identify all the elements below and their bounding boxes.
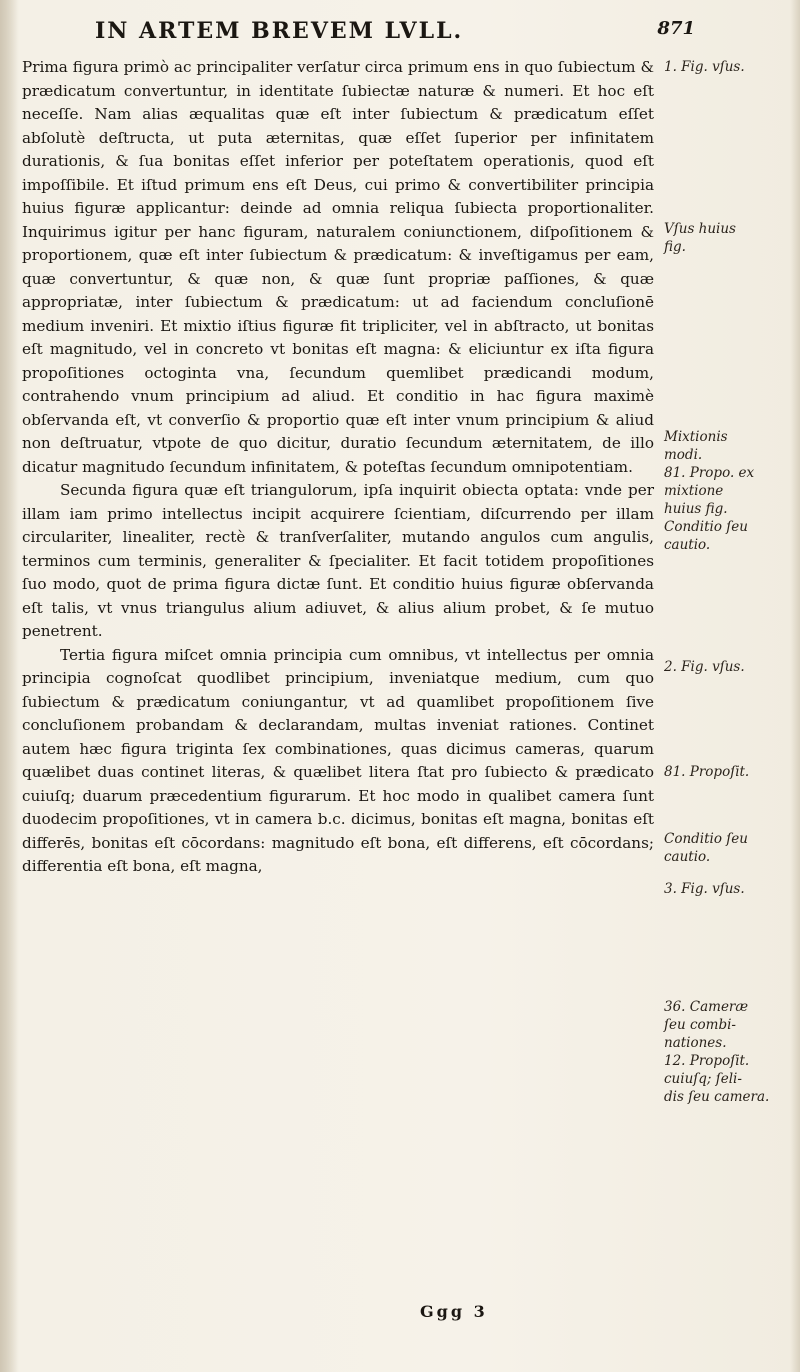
margin-note: Conditio ſeu cautio. [664, 831, 748, 865]
margin-note: 1. Fig. vſus. [664, 59, 745, 75]
paragraph-first-figure: Prima figura primò ac principaliter verſatur circa primum ens in quo ſubiectum & prædicatum convertuntur, in identitate ſubiectæ naturæ & numeri. Et hoc eſt neceſſe. Nam alias æqualitas quæ eſt inter ſubiectum & prædicatum eſſet abſolutè deſtructa, ut puta æternitas, quæ eſſet ſuperior per infinitatem durationis, & ſua bonitas eſſet inferior per poteſtatem operationis, quod eſt impoſſibile. Et iſtud primum ens eſt Deus, cui primo & convertibiliter principia huius figuræ applicantur: deinde ad omnia reliqua ſubiecta proportionaliter. Inquirimus igitur per hanc figuram, naturalem coniunctionem, diſpoſitionem & proportionem, quæ eſt inter ſubiectum & prædicatum: & inveſtigamus per eam, quæ convertuntur, & quæ non, & quæ ſunt propriæ paſſiones, & quæ appropriatæ, inter ſubiectum & prædicatum: ut ad faciendum concluſionē medium inveniri. Et mixtio iſtius figuræ fit tripliciter, vel in abſtracto, ut bonitas eſt magnitudo, vel in concreto vt bonitas eſt magna: & eliciuntur ex iſta figura propoſitiones octoginta vna, ſecundum quemlibet prædicandi modum, contrahendo vnum principium ad aliud. Et conditio in hac figura maximè obſervanda eſt, vt converſio & proportio quæ eſt inter vnum principium & aliud non deſtruatur, vtpote de quo dicitur, duratio ſecundum æternitatem, de illo dicatur magnitudo ſecundum infinitatem, & poteſtas ſecundum omnipotentiam. [22, 58, 654, 476]
paragraph-second-figure: Secunda figura quæ eſt triangulorum, ipſa inquirit obiecta optata: vnde per illam iam primo intellectus incipit acquirere ſcientiam, diſcurrendo per illam circulariter, linealiter, rectè & tranſverſaliter, mutando angulos cum angulis, terminos cum terminis, generaliter & ſpecialiter. Et facit totidem propoſitiones ſuo modo, quot de prima figura dictæ ſunt. Et conditio huius figuræ obſervanda eſt talis, vt vnus triangulus alium adiuvet, & alius alium probet, & ſe mutuo penetrent. [22, 481, 654, 640]
margin-note: Mixtionis modi. 81. Propo. ex mixtione huius fig. Conditio ſeu cautio. [664, 429, 755, 553]
margin-note: 81. Propoſit. [664, 764, 750, 780]
margin-note: 2. Fig. vſus. [664, 659, 745, 675]
margin-note: Vſus huius fig. [664, 221, 736, 255]
main-text [22, 56, 654, 879]
binding-shadow [0, 0, 18, 1372]
margin-note: 36. Cameræ ſeu combi- nationes. 12. Propoſit. cuiuſq; ſeli- dis ſeu camera. [664, 999, 770, 1105]
signature-mark: Ggg 3 [420, 1302, 488, 1321]
page-number: 871 [657, 18, 695, 39]
running-head [95, 18, 695, 48]
margin-note: 3. Fig. vſus. [664, 881, 745, 897]
paragraph-third-figure: Tertia figura miſcet omnia principia cum omnibus, vt intellectus per omnia principia cognoſcat quodlibet principium, inveniatque medium, cum quo ſubiectum & prædicatum coniungantur, vt ad quamlibet propoſitionem ſive concluſionem probandam & declarandam, multas inveniat rationes. Continet autem hæc figura triginta ſex combinationes, quas dicimus cameras, quarum quælibet duas continet literas, & quælibet litera ſtat pro ſubiecto & prædicato cuiuſq; duarum præcedentium figurarum. Et hoc modo in qualibet camera ſunt duodecim propoſitiones, vt in camera b.c. dicimus, bonitas eſt magna, bonitas eſt differēs, bonitas eſt cōcordans: magnitudo eſt bona, eſt differens, eſt cōcordans; differentia eſt bona, eſt magna, [22, 645, 654, 875]
margin-notes [664, 58, 792, 1308]
running-title: IN ARTEM BREVEM LVLL. [95, 18, 464, 44]
